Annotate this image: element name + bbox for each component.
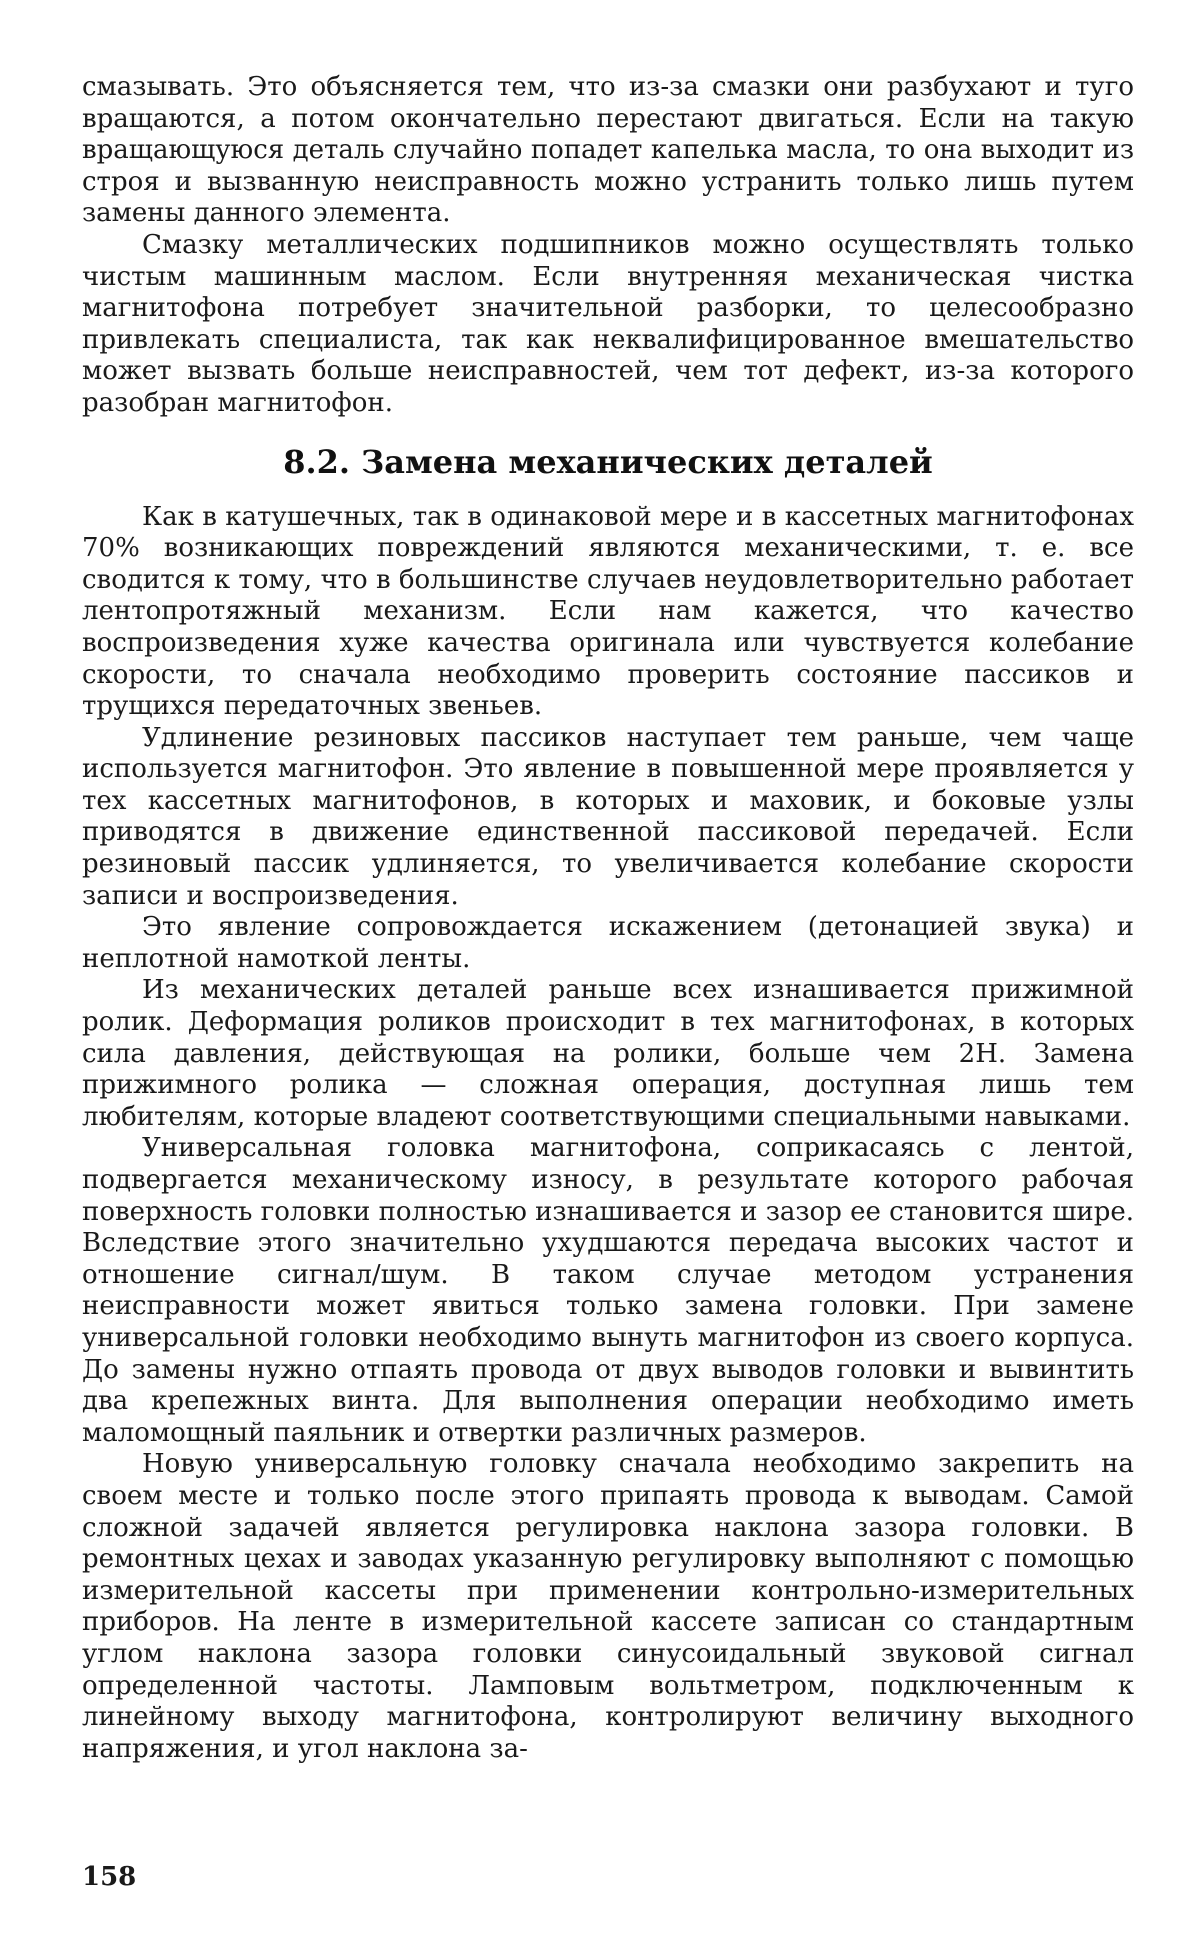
paragraph-pinch-roller: Из механических деталей раньше всех изнашивается прижимной ролик. Деформация роликов происходит в тех магнитофонах, в которых сила давления, действующая на ролики, больше чем 2Н. Замена прижимного ролика — сложная операция, доступная лишь тем любителям, которые владеют соответствующими специальными навыками. bbox=[82, 975, 1134, 1132]
paragraph-lubrication: Смазку металлических подшипников можно осуществлять только чистым машинным маслом. Если внутренняя механическая чистка магнитофона потребует значительной разборки, то целесообразно привлекать специалиста, так как неквалифицированное вмешательство может вызвать больше неисправностей, чем тот дефект, из-за которого разобран магнитофон. bbox=[82, 229, 1134, 418]
page-text bbox=[82, 72, 1134, 1765]
paragraph-universal-head: Универсальная головка магнитофона, соприкасаясь с лентой, подвергается механическому износу, в результате которого рабочая поверхность головки полностью изнашивается и зазор ее становится шире. Вследствие этого значительно ухудшаются передача высоких частот и отношение сигнал/шум. В таком случае методом устранения неисправности может явиться только замена головки. При замене универсальной головки необходимо вынуть магнитофон из своего корпуса. До замены нужно отпаять провода от двух выводов головки и вывинтить два крепежных винта. Для выполнения операции необходимо иметь маломощный паяльник и отвертки различных размеров. bbox=[82, 1133, 1134, 1448]
paragraph-continuation: смазывать. Это объясняется тем, что из-за смазки они разбухают и туго вращаются, а потом окончательно перестают двигаться. Если на такую вращающуюся деталь случайно попадет капелька масла, то она выходит из строя и вызванную неисправность можно устранить только лишь путем замены данного элемента. bbox=[82, 72, 1134, 229]
paragraph-belt-stretch: Удлинение резиновых пассиков наступает тем раньше, чем чаще используется магнитофон. Это явление в повышенной мере проявляется у тех кассетных магнитофонов, в которых и маховик, и боковые узлы приводятся в движение единственной пассиковой передачей. Если резиновый пассик удлиняется, то увеличивается колебание скорости записи и воспроизведения. bbox=[82, 722, 1134, 911]
paragraph-detonation: Это явление сопровождается искажением (детонацией звука) и неплотной намоткой ленты. bbox=[82, 912, 1134, 974]
section-heading: 8.2. Замена механических деталей bbox=[283, 442, 933, 481]
paragraph-mechanical-failures: Как в катушечных, так в одинаковой мере и в кассетных магнитофонах 70% возникающих повреждений являются механическими, т. е. все сводится к тому, что в большинстве случаев неудовлетворительно работает лентопротяжный механизм. Если нам кажется, что качество воспроизведения хуже качества оригинала или чувствуется колебание скорости, то сначала необходимо проверить состояние пассиков и трущихся передаточных звеньев. bbox=[82, 501, 1134, 722]
paragraph-new-head: Новую универсальную головку сначала необходимо закрепить на своем месте и только после этого припаять провода к выводам. Самой сложной задачей является регулировка наклона зазора головки. В ремонтных цехах и заводах указанную регулировку выполняют с помощью измерительной кассеты при применении контрольно-измерительных приборов. На ленте в измерительной кассете записан со стандартным углом наклона зазора головки синусоидальный звуковой сигнал определенной частоты. Ламповым вольтметром, подключенным к линейному выходу магнитофона, контролируют величину выходного напряжения, и угол наклона за- bbox=[82, 1449, 1134, 1764]
page-number: 158 bbox=[82, 1862, 137, 1892]
